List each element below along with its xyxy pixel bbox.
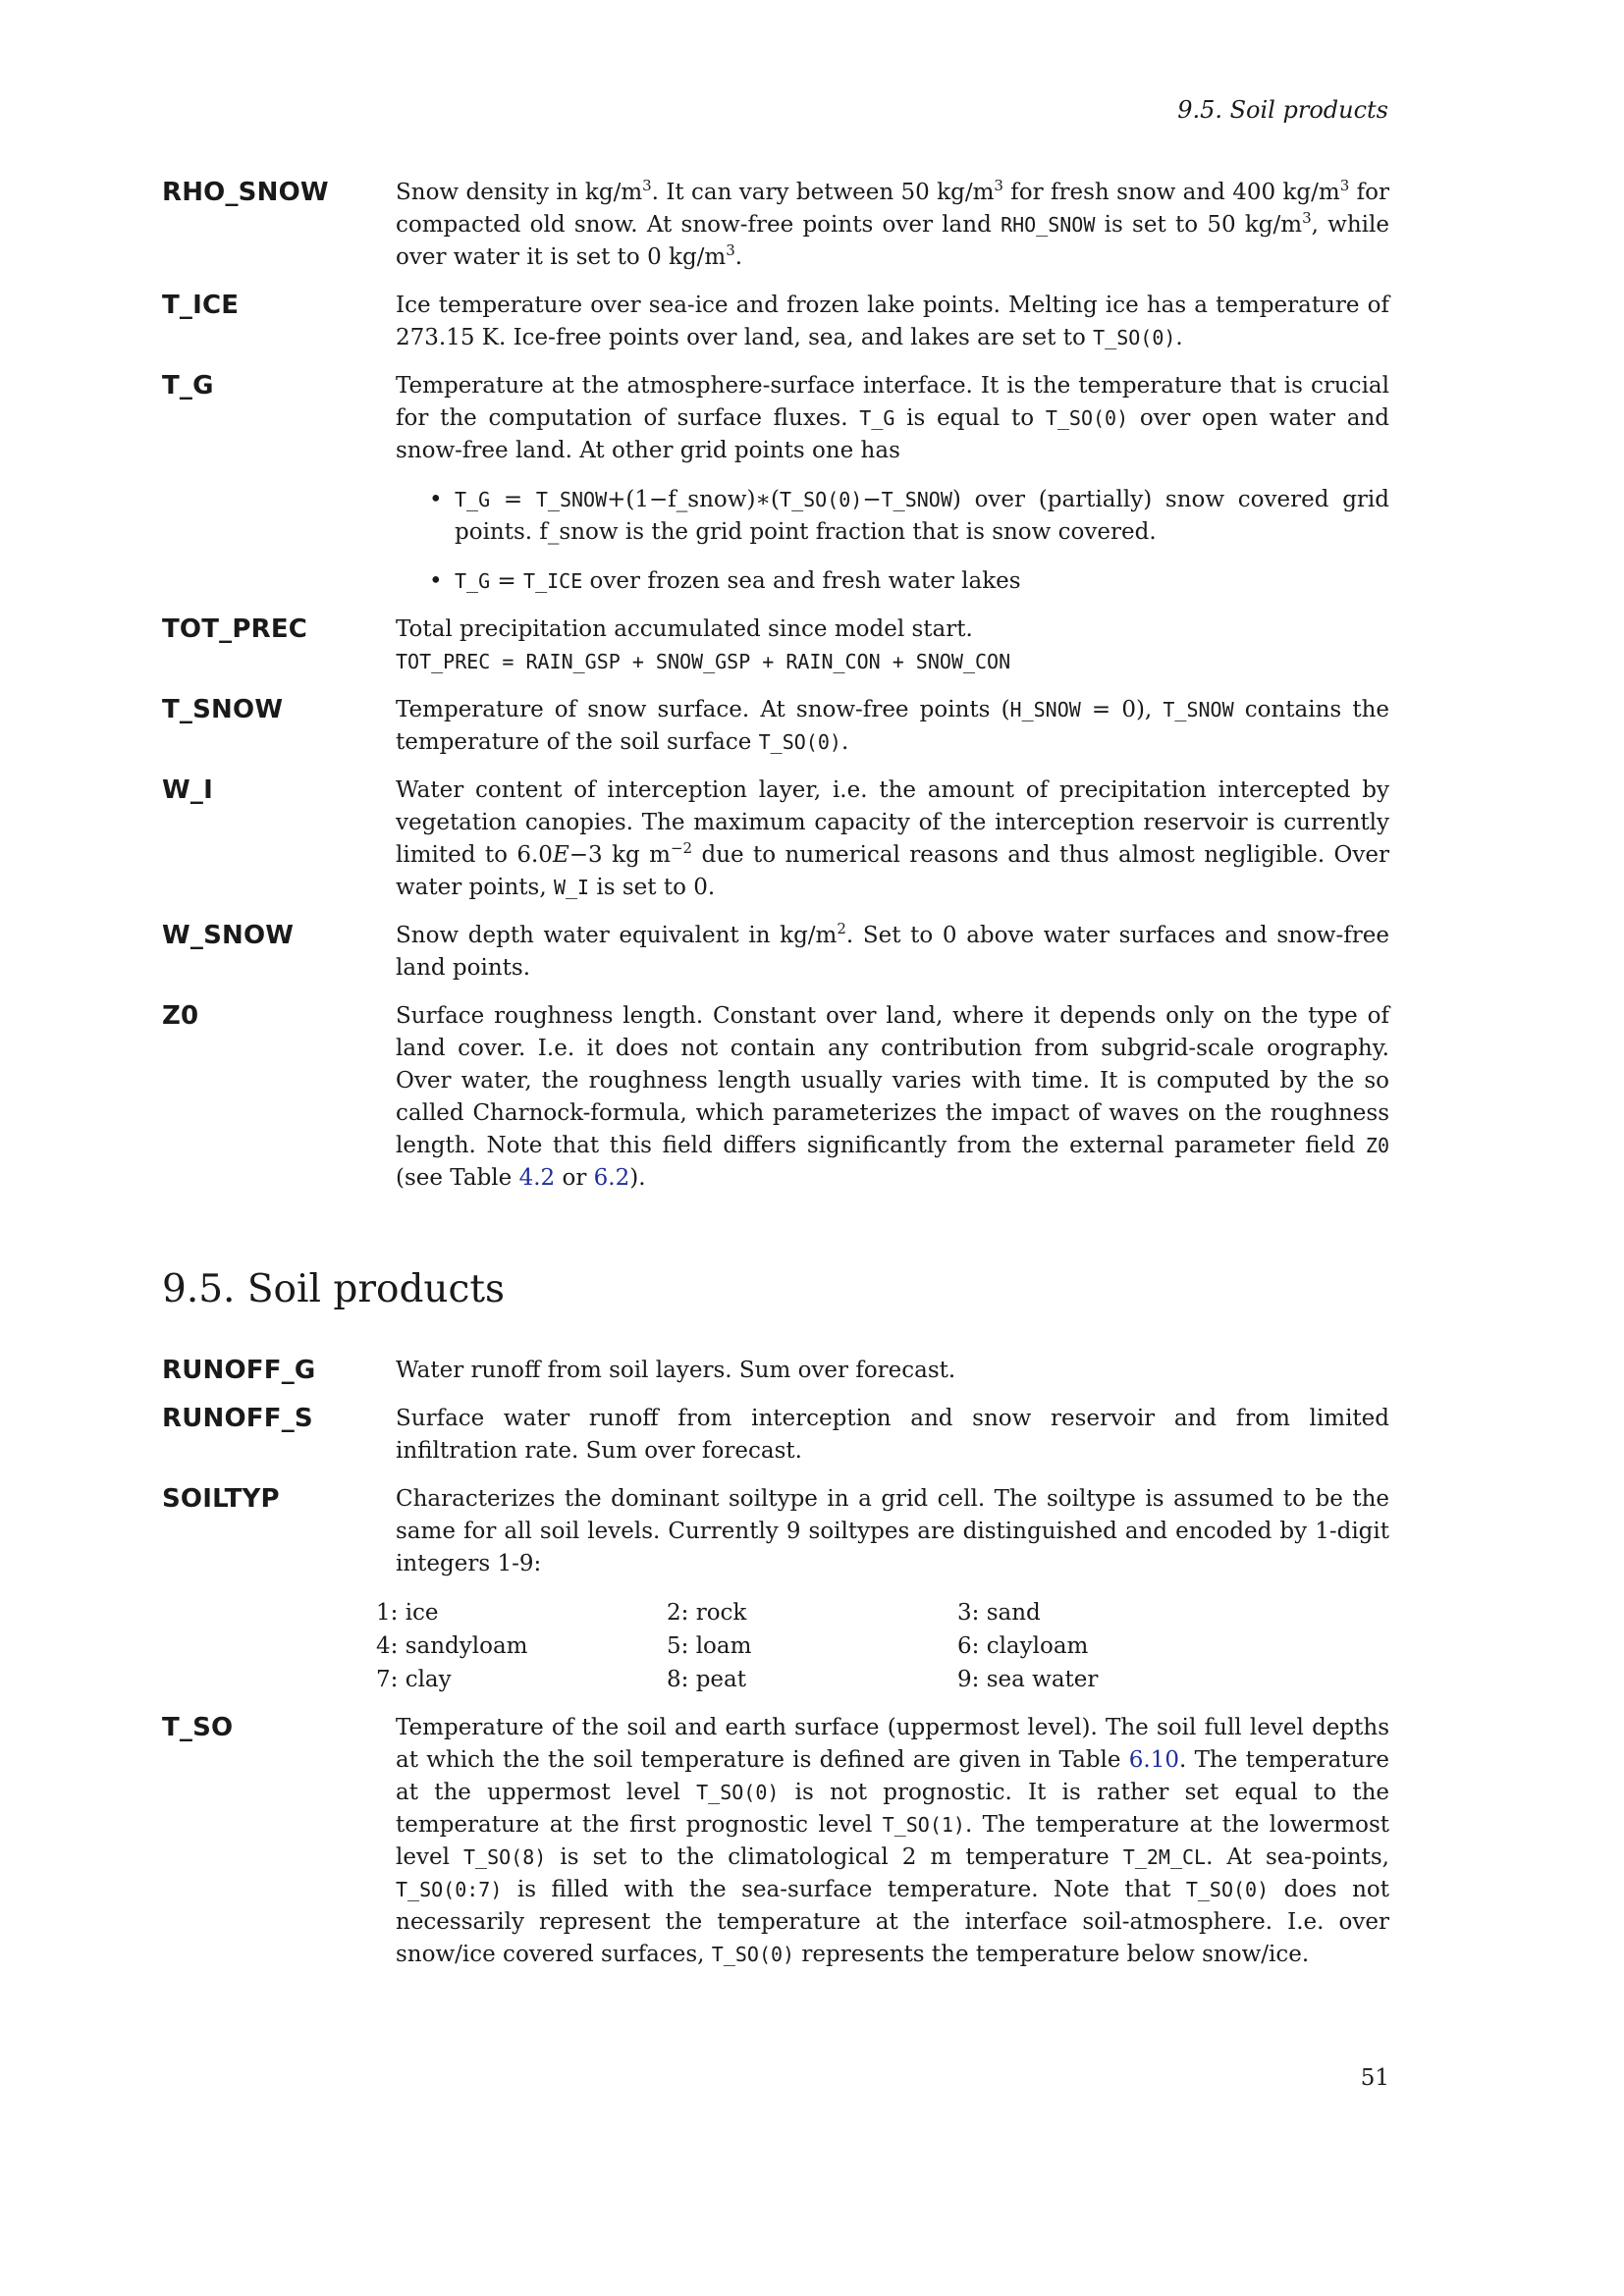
desc-w-snow: Snow depth water equivalent in $kg/m^2$. Set to 0 above water surfaces and snow-free land points. (396, 920, 1389, 981)
soil-type-cell: 6: clayloam (957, 1633, 1089, 1659)
soil-type-cell: 9: sea water (957, 1667, 1099, 1692)
entry-runoff-g (162, 1355, 1389, 1387)
list-item: • T_G = T_SNOW+(1−f_snow)∗(T_SO(0)−T_SNOW) over (partially) snow covered grid points. f_snow is the grid point fraction that is snow covered. (425, 484, 1389, 549)
entry-w-i (162, 774, 1389, 904)
entry-t-snow (162, 694, 1389, 759)
running-header: 9.5. Soil products (1177, 96, 1388, 124)
table-ref-link[interactable]: 4.2 (518, 1165, 556, 1191)
entry-w-snow (162, 920, 1389, 985)
desc-t-ice: Ice temperature over sea-ice and frozen lake points. Melting ice has a temperature of 273.15 K. Ice-free points over land, sea, and lakes are set to T_SO(0). (396, 293, 1389, 350)
t-g-bullet-list (396, 484, 1389, 598)
soil-type-cell: 5: loam (667, 1633, 752, 1659)
desc-w-i: Water content of interception layer, i.e. the amount of precipitation intercepted by vegetation canopies. The maximum capacity of the interception reservoir is currently limited to 6.0E−3 kg $m^{-2}$ due to numerical reasons and thus almost negligible. Over water points, W_I is set to 0. (396, 777, 1390, 900)
soil-type-cell: 1: ice (376, 1600, 439, 1626)
entry-tot-prec (162, 614, 1389, 678)
soil-type-cell: 3: sand (957, 1600, 1041, 1626)
term-z0: Z0 (162, 1001, 199, 1031)
desc-t-g: Temperature at the atmosphere-surface interface. It is the temperature that is crucial for the computation of surface fluxes. T_G is equal to T_SO(0) over open water and snow-free land. At other grid points one has • T_G = T_SNOW+(1−f_snow)∗(T_SO(0)−T_SNOW) over (partially) snow covered grid points. f_snow is the grid point fraction that is snow covered. • T_G = T_ICE over frozen sea and fresh water lakes (396, 370, 1389, 598)
desc-t-so: Temperature of the soil and earth surface (uppermost level). The soil full level depths at which the the soil temperature is defined are given in Table 6.10. The temperature at the uppermost level T_SO(0) is not prognostic. It is rather set equal to the temperature at the first prognostic level T_SO(1). The temperature at the lowermost level T_SO(8) is set to the climatological 2 m temperature T_2M_CL. At sea-points, T_SO(0:7) is filled with the sea-surface temperature. Note that T_SO(0) does not necessarily represent the temperature at the interface soil-atmosphere. I.e. over snow/ice covered surfaces, T_SO(0) represents the temperature below snow/ice. (396, 1715, 1389, 1967)
term-t-g: T_G (162, 371, 214, 400)
page-number: 51 (1360, 2065, 1389, 2091)
soil-type-table (376, 1596, 1389, 1696)
entry-t-so (162, 1712, 1389, 1971)
desc-z0: Surface roughness length. Constant over land, where it depends only on the type of land cover. I.e. it does not contain any contribution from subgrid-scale orography. Over water, the roughness length usually varies with time. It is computed by the so called Charnock-formula, which parameterizes the impact of waves on the roughness length. Note that this field differs significantly from the external parameter field Z0 (see Table 4.2 or 6.2). (396, 1003, 1389, 1191)
soil-type-cell: 8: peat (667, 1667, 746, 1692)
desc-runoff-g: Water runoff from soil layers. Sum over forecast. (396, 1358, 956, 1383)
entry-soiltyp (162, 1483, 1389, 1696)
term-w-i: W_I (162, 775, 213, 805)
term-soiltyp: SOILTYP (162, 1484, 280, 1514)
term-t-ice: T_ICE (162, 291, 240, 320)
term-tot-prec: TOT_PREC (162, 614, 308, 644)
term-rho-snow: RHO_SNOW (162, 178, 329, 207)
soil-type-cell: 4: sandyloam (376, 1633, 528, 1659)
soil-type-cell: 2: rock (667, 1600, 747, 1626)
table-ref-link[interactable]: 6.2 (593, 1165, 630, 1191)
desc-rho-snow: Snow density in $kg/m^3$. It can vary between 50 $kg/m^3$ for fresh snow and 400 $kg/m^3$ for compacted old snow. At snow-free points over land RHO_SNOW is set to 50 $kg/m^3$, while over water it is set to 0 $kg/m^3$. (396, 177, 1389, 270)
list-item: • T_G = T_ICE over frozen sea and fresh water lakes (425, 565, 1389, 598)
entry-runoff-s (162, 1403, 1389, 1468)
table-ref-link[interactable]: 6.10 (1128, 1747, 1179, 1773)
desc-tot-prec: Total precipitation accumulated since model start. TOT_PREC = RAIN_GSP + SNOW_GSP + RAIN_CON + SNOW_CON (396, 616, 1011, 673)
desc-runoff-s: Surface water runoff from interception and snow reservoir and from limited infiltration rate. Sum over forecast. (396, 1406, 1389, 1464)
entry-z0 (162, 1000, 1389, 1195)
section-heading: 9.5. Soil products (162, 1267, 506, 1311)
entry-t-g (162, 370, 1389, 598)
term-w-snow: W_SNOW (162, 921, 295, 950)
soil-type-cell: 7: clay (376, 1667, 452, 1692)
term-t-so: T_SO (162, 1713, 234, 1742)
term-runoff-s: RUNOFF_S (162, 1404, 313, 1433)
desc-t-snow: Temperature of snow surface. At snow-free points (H_SNOW = 0), T_SNOW contains the temperature of the soil surface T_SO(0). (396, 697, 1389, 755)
definition-list-soil (162, 1355, 1389, 1987)
definition-list-top (162, 177, 1389, 1210)
term-t-snow: T_SNOW (162, 695, 284, 724)
entry-t-ice (162, 290, 1389, 354)
entry-rho-snow (162, 177, 1389, 274)
desc-soiltyp: Characterizes the dominant soiltype in a grid cell. The soiltype is assumed to be the same for all soil levels. Currently 9 soiltypes are distinguished and encoded by 1-digit integers 1-9: 1: ice 2: rock 3: sand 4: sandyloam 5: loam 6: clayloam 7: clay 8: peat 9: sea water (396, 1483, 1389, 1696)
term-runoff-g: RUNOFF_G (162, 1356, 316, 1385)
